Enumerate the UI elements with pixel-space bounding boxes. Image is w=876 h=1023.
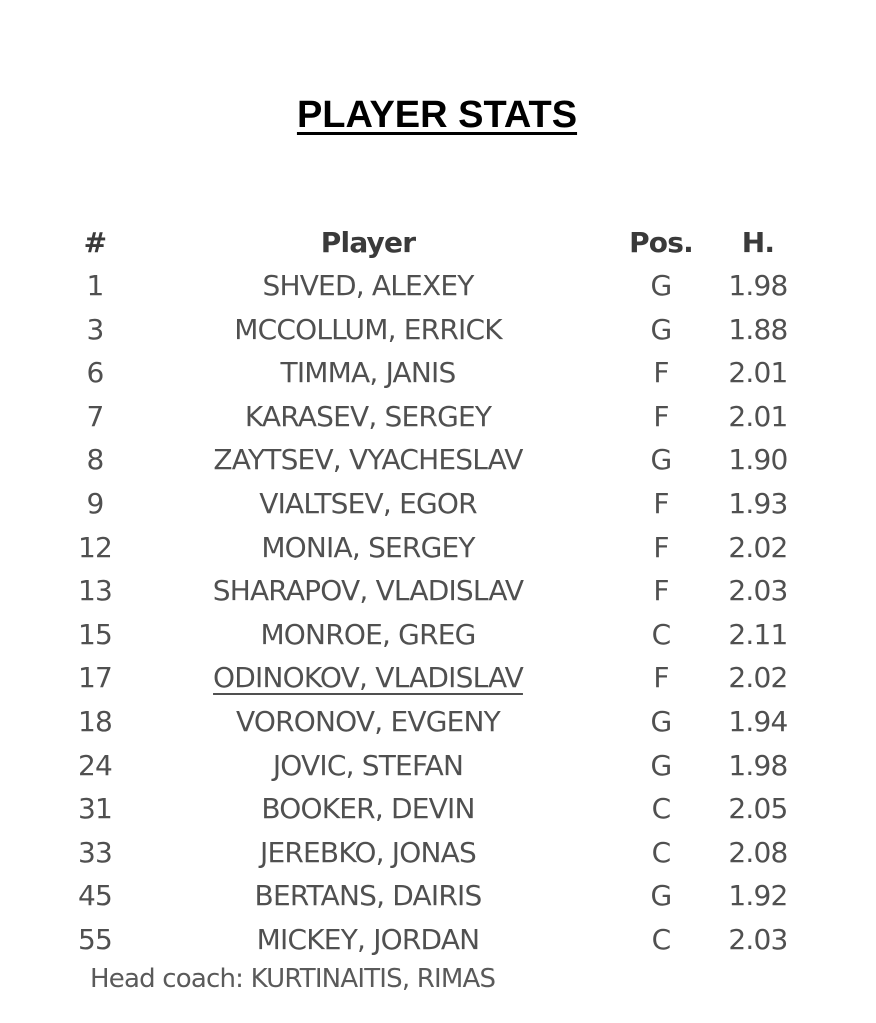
player-position: G (650, 443, 672, 477)
player-position: F (653, 356, 669, 390)
player-name: SHARAPOV, VLADISLAV (212, 574, 524, 608)
player-position: G (650, 748, 672, 782)
player-number: 12 (77, 530, 113, 564)
table-row (66, 744, 806, 788)
player-height: 1.88 (728, 312, 788, 346)
player-height: 2.02 (728, 661, 788, 695)
player-name: MCCOLLUM, ERRICK (234, 312, 502, 346)
player-number: 17 (77, 661, 113, 695)
player-height: 2.01 (728, 399, 788, 433)
player-number: 24 (77, 748, 113, 782)
player-name: JOVIC, STEFAN (272, 748, 464, 782)
player-number: 3 (86, 312, 104, 346)
player-name: ZAYTSEV, VYACHESLAV (213, 443, 523, 477)
player-position: F (653, 661, 669, 695)
player-height: 2.03 (728, 574, 788, 608)
player-height: 1.98 (728, 269, 788, 302)
player-number: 6 (86, 356, 104, 390)
table-header-row (66, 222, 806, 264)
player-position: F (653, 530, 669, 564)
player-name: SHVED, ALEXEY (262, 269, 474, 302)
player-name: VORONOV, EVGENY (236, 704, 500, 738)
player-number: 18 (77, 704, 113, 738)
table-row (66, 656, 806, 700)
player-position: C (651, 922, 671, 956)
table-row (66, 831, 806, 875)
player-name: BOOKER, DEVIN (261, 792, 475, 826)
table-row (66, 264, 806, 308)
table-row (66, 918, 806, 962)
player-name: MONROE, GREG (260, 617, 476, 651)
player-name: TIMMA, JANIS (280, 356, 456, 390)
player-name: KARASEV, SERGEY (244, 399, 492, 433)
player-position: F (653, 399, 669, 433)
player-height: 1.92 (728, 879, 788, 913)
player-name: BERTANS, DAIRIS (254, 879, 482, 913)
table-row (66, 874, 806, 918)
table-row (66, 569, 806, 613)
player-height: 2.03 (728, 922, 788, 956)
player-stats-table (66, 222, 806, 962)
table-row (66, 700, 806, 744)
player-position: C (651, 617, 671, 651)
table-row (66, 395, 806, 439)
player-number: 8 (86, 443, 104, 477)
player-number: 31 (77, 792, 113, 826)
player-position: G (650, 879, 672, 913)
player-number: 13 (77, 574, 113, 608)
player-name: ODINOKOV, VLADISLAV (213, 661, 523, 695)
player-position: C (651, 835, 671, 869)
player-height: 1.93 (728, 486, 788, 520)
header-number: # (83, 226, 107, 259)
player-number: 1 (86, 269, 104, 302)
player-position: F (653, 574, 669, 608)
player-name: MICKEY, JORDAN (256, 922, 480, 956)
player-name: JEREBKO, JONAS (260, 835, 476, 869)
player-number: 7 (86, 399, 104, 433)
player-name: VIALTSEV, EGOR (259, 486, 477, 520)
player-height: 2.05 (728, 792, 788, 826)
player-name: MONIA, SERGEY (261, 530, 475, 564)
player-position: G (650, 269, 672, 302)
player-number: 33 (77, 835, 113, 869)
player-position: G (650, 704, 672, 738)
head-coach-line: Head coach: KURTINAITIS, RIMAS (90, 964, 496, 994)
header-player: Player (320, 226, 416, 259)
player-number: 55 (77, 922, 113, 956)
player-height: 1.94 (728, 704, 788, 738)
player-height: 2.01 (728, 356, 788, 390)
player-height: 2.02 (728, 530, 788, 564)
table-row (66, 482, 806, 526)
header-height: H. (741, 226, 775, 259)
player-height: 1.98 (728, 748, 788, 782)
player-position: F (653, 486, 669, 520)
player-number: 9 (86, 486, 104, 520)
page-title: PLAYER STATS (296, 94, 578, 136)
player-height: 2.11 (728, 617, 788, 651)
player-number: 45 (77, 879, 113, 913)
player-position: C (651, 792, 671, 826)
table-row (66, 526, 806, 570)
player-height: 2.08 (728, 835, 788, 869)
player-number: 15 (77, 617, 113, 651)
player-height: 1.90 (728, 443, 788, 477)
table-row (66, 308, 806, 352)
table-row (66, 787, 806, 831)
table-row (66, 438, 806, 482)
header-position: Pos. (629, 226, 693, 259)
table-row (66, 613, 806, 657)
player-position: G (650, 312, 672, 346)
table-row (66, 351, 806, 395)
